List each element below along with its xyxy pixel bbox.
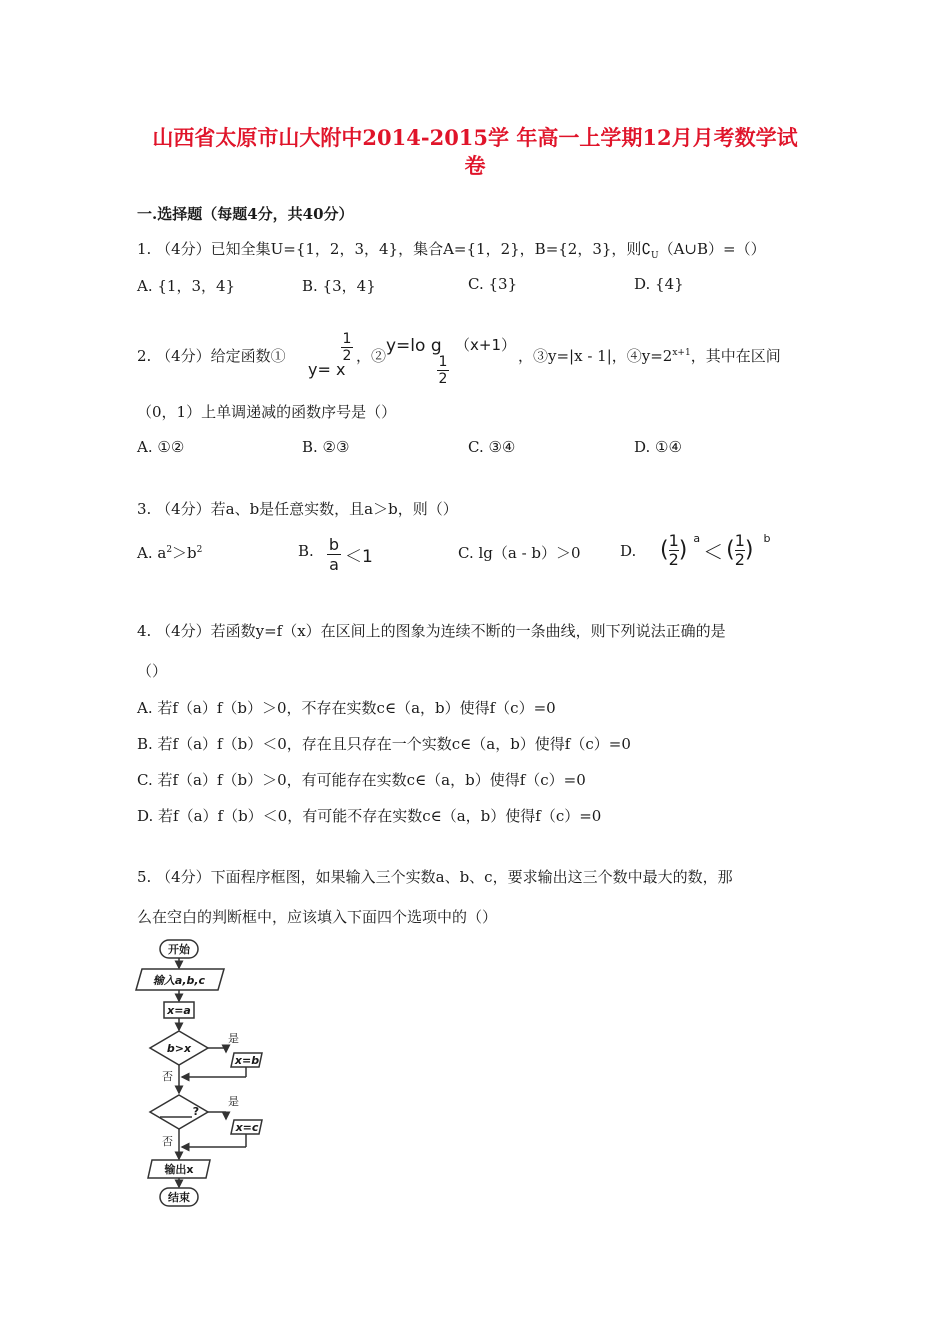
q2-f2-pre: y=lo g <box>386 336 442 356</box>
flowchart-input-label: 输入a,b,c <box>152 974 206 987</box>
q3-option-d-expr: ( $\frac{1}{2}$ ) $^a$＜ ( $\frac{1}{2}$ ) $^b$ <box>660 531 771 569</box>
q2-tail: ，其中在区间 <box>690 347 781 365</box>
q1-option-c: C. {3} <box>468 275 518 293</box>
flowchart-cond2-label: ? <box>192 1105 200 1118</box>
q3-option-b-label: B. <box>298 542 314 560</box>
q3-option-b-fraction <box>327 535 341 574</box>
q2-f2-den: 2 <box>438 371 448 387</box>
flowchart-no2-label: 否 <box>162 1135 173 1148</box>
page-title-line2: 卷 <box>464 153 486 178</box>
q4-option-b: B. 若f（a）f（b）＜0，存在且只存在一个实数c∈（a，b）使得f（c）=0 <box>137 735 631 753</box>
q3-optd-lt: ＜ <box>703 539 724 564</box>
q2-f1-exponent <box>341 331 353 364</box>
flowchart-start-label: 开始 <box>168 943 190 956</box>
question-1-stem <box>137 238 766 261</box>
q1-option-a: A. {1，3，4} <box>137 277 236 295</box>
section-heading: 一.选择题（每题4分，共40分） <box>137 205 354 223</box>
q3-optb-post: ＜1 <box>345 547 373 567</box>
flowchart-assign-b-label: x=b <box>234 1054 260 1067</box>
page-title: 山西省太原市山大附中2014-2015学 年高一上学期12月月考数学试 <box>152 125 798 150</box>
q4-option-c: C. 若f（a）f（b）＞0，有可能存在实数c∈（a，b）使得f（c）=0 <box>137 771 586 789</box>
q3-optb-den: a <box>327 554 341 574</box>
q1-stem-post: （A∪B）=（） <box>658 240 766 258</box>
q1-option-b: B. {3，4} <box>302 277 376 295</box>
q2-f2-post: （x+1） <box>455 336 516 354</box>
q3-opta-pre: A. a <box>137 544 167 562</box>
q3-optd-den1: 2 <box>668 549 679 569</box>
flowchart-output-label: 输出x <box>164 1163 194 1176</box>
q3-optd-exp2: b <box>763 532 771 545</box>
q2-f4-exp: x+1 <box>672 348 691 358</box>
q2-prefix: 2. （4分）给定函数① <box>137 347 286 365</box>
q4-stem-line2: （） <box>137 662 168 680</box>
q2-f1-base: y= x <box>308 360 346 379</box>
q4-stem: 4. （4分）若函数y=f（x）在区间上的图象为连续不断的一条曲线，则下列说法正确的是 <box>137 622 726 640</box>
q4-option-a: A. 若f（a）f（b）＞0，不存在实数c∈（a，b）使得f（c）=0 <box>137 699 556 717</box>
flowchart-yes2-label: 是 <box>228 1095 239 1108</box>
flowchart-assign-a-label: x=a <box>167 1004 191 1017</box>
q4-option-d: D. 若f（a）f（b）＜0，有可能不存在实数c∈（a，b）使得f（c）=0 <box>137 807 602 825</box>
q3-optd-den2: 2 <box>734 549 745 569</box>
q3-optd-num2: 1 <box>734 531 745 550</box>
q2-option-d: D. ①④ <box>634 438 682 456</box>
q1-stem-pre: 1. （4分）已知全集U={1，2，3，4}，集合A={1，2}，B={2，3}，则 <box>137 240 642 258</box>
q3-opta-sup1: 2 <box>166 545 173 555</box>
q2-f1-num: 1 <box>342 331 352 347</box>
complement-symbol: ∁ <box>641 240 651 258</box>
flowchart-yes1-label: 是 <box>228 1032 239 1045</box>
q5-stem: 5. （4分）下面程序框图，如果输入三个实数a、b、c，要求输出这三个数中最大的数，那 <box>137 868 733 886</box>
q3-stem: 3. （4分）若a、b是任意实数，且a＞b，则（） <box>137 500 458 518</box>
flowchart-assign-c-label: x=c <box>235 1121 259 1134</box>
q1-option-d: D. {4} <box>634 275 684 293</box>
q2-f1-den: 2 <box>342 348 352 364</box>
q2-line2: （0，1）上单调递减的函数序号是（） <box>137 403 397 421</box>
q3-option-d-label: D. <box>620 542 637 560</box>
q3-opta-mid: ＞b <box>172 544 197 562</box>
q2-rest <box>518 345 781 366</box>
q2-option-c: C. ③④ <box>468 438 516 456</box>
q3-option-c: C. lg（a - b）＞0 <box>458 544 581 562</box>
flowchart <box>130 935 280 1215</box>
q2-option-a: A. ①② <box>137 438 185 456</box>
q2-f2-base <box>437 354 449 387</box>
q2-option-b: B. ②③ <box>302 438 350 456</box>
q3-optd-num1: 1 <box>668 531 679 550</box>
q3-optb-num: b <box>328 535 340 554</box>
q3-optd-exp1: a <box>693 532 701 545</box>
q2-f2-num: 1 <box>438 354 448 370</box>
q2-sep2: ，② <box>356 347 387 365</box>
flowchart-cond1-label: b>x <box>166 1042 192 1055</box>
flowchart-end-label: 结束 <box>168 1191 190 1204</box>
q3-opta-sup2: 2 <box>196 545 203 555</box>
q2-f3: ，③y=|x - 1|，④y=2 <box>518 347 673 365</box>
q3-option-a <box>137 542 202 563</box>
q1-sub: U <box>650 251 659 261</box>
q5-stem-line2: 么在空白的判断框中，应该填入下面四个选项中的（） <box>137 908 498 926</box>
flowchart-cond2-diamond <box>150 1095 208 1129</box>
flowchart-no1-label: 否 <box>162 1070 173 1083</box>
